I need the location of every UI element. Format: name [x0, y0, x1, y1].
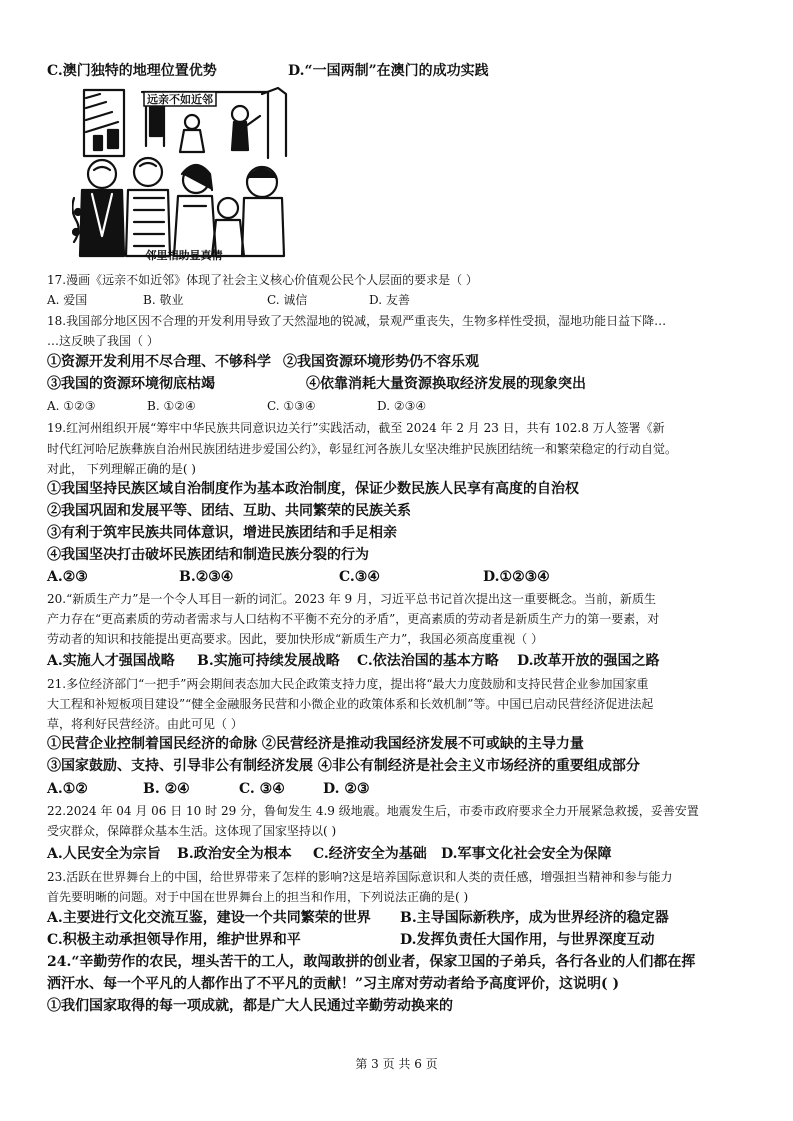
q21-stem-2: 大工程和补短板项目建设”“健全金融服务民营和小微企业的政策体系和长效机制”等。中国已启动民营经济促进法起 — [47, 697, 654, 711]
q18-options — [47, 398, 747, 414]
page-footer: 第 3 页 共 6 页 — [355, 1057, 438, 1071]
q18-option-d: D. ②③④ — [377, 399, 427, 413]
q21-stem-1: 21.多位经济部门“一把手”两会期间表态加大民企政策支持力度，提出将“最大力度鼓励和支持民营企业参加国家重 — [47, 677, 649, 691]
q20-option-b: B.实施可持续发展战略 — [197, 653, 340, 669]
q22-option-c: C.经济安全为基础 — [313, 846, 427, 862]
q18-stem-2: …这反映了我国（ ） — [47, 334, 159, 348]
q20-option-c: C.依法治国的基本方略 — [357, 653, 499, 669]
q18-statement-1: ①资源开发利用不尽合理、不够科学 — [47, 354, 271, 370]
cartoon-illustration — [72, 86, 296, 262]
q17-options — [47, 292, 747, 308]
q23-option-d: D.发挥负责任大国作用，与世界深度互动 — [400, 932, 655, 948]
q19-stem-3: 对此， 下列理解正确的是( ) — [47, 462, 196, 476]
q19-stem-1: 19.红河州组织开展“筹牢中华民族共同意识边关行”实践活动，截至 2024 年 2 月 23 日，共有 102.8 万人签署《新 — [47, 421, 665, 435]
q22-options — [47, 845, 747, 863]
q21-option-d: D. ②③ — [323, 781, 370, 797]
q23-option-b: B.主导国际新秩序，成为世界经济的稳定器 — [400, 910, 669, 926]
q21-stem-3: 草，将利好民营经济。由此可见（ ） — [47, 717, 243, 731]
q19-statement-4: ④我国坚决打击破坏民族团结和制造民族分裂的行为 — [47, 547, 369, 563]
q19-statement-3: ③有利于筑牢民族共同体意识，增进民族团结和手足相亲 — [47, 525, 397, 541]
q18-option-a: A. ①②③ — [47, 399, 96, 413]
q21-option-c: C. ③④ — [239, 781, 285, 797]
q17-option-b: B. 敬业 — [143, 293, 184, 307]
q22-stem-1: 22.2024 年 04 月 06 日 10 时 29 分，鲁甸发生 4.9 级地震。地震发生后，市委市政府要求全力开展紧急救援，妥善安置 — [47, 804, 699, 818]
q21-option-a: A.①② — [47, 781, 88, 797]
q20-stem-2: 产力存在“更高素质的劳动者需求与人口结构不平衡不充分的矛盾”，更高素质的劳动者是新质生产力的第一要素，对 — [47, 612, 660, 626]
q21-statements-3-4: ③国家鼓励、支持、引导非公有制经济发展 ④非公有制经济是社会主义市场经济的重要组成部分 — [47, 758, 640, 774]
q20-stem-3: 劳动者的知识和技能提出更高要求。因此，要加快形成“新质生产力”，我国必须高度重视（ ） — [47, 632, 544, 646]
q20-stem-1: 20.“新质生产力”是一个令人耳目一新的词汇。2023 年 9 月，习近平总书记首次提出这一重要概念。当前，新质生 — [47, 592, 656, 606]
q18-statement-3: ③我国的资源环境彻底枯竭 — [47, 376, 215, 392]
q20-options — [47, 652, 747, 670]
q22-option-a: A.人民安全为宗旨 — [47, 846, 161, 862]
q19-option-a: A.②③ — [47, 569, 88, 585]
q22-option-b: B.政治安全为根本 — [177, 846, 292, 862]
q23-stem-2: 首先要明晰的问题。对于中国在世界舞台上的担当和作用，下列说法正确的是( ) — [47, 890, 469, 904]
q17-option-a: A. 爱国 — [47, 293, 88, 307]
q19-stem-2: 时代红河哈尼族彝族自治州民族团结进步爱国公约》，彰显红河各族儿女坚决维护民族团结统一和繁荣稳定的行动自觉。 — [47, 442, 678, 456]
q19-option-d: D.①②③④ — [483, 569, 550, 585]
q20-option-a: A.实施人才强国战略 — [47, 653, 175, 669]
q21-option-b: B. ②④ — [143, 781, 190, 797]
q18-option-b: B. ①②④ — [147, 399, 196, 413]
q21-statements-1-2: ①民营企业控制着国民经济的命脉 ②民营经济是推动我国经济发展不可或缺的主导力量 — [47, 736, 584, 752]
q18-statement-4: ④依靠消耗大量资源换取经济发展的现象突出 — [306, 376, 586, 392]
q17-option-d: D. 友善 — [369, 293, 410, 307]
q24-statement-1: ①我们国家取得的每一项成就，都是广大人民通过辛勤劳动换来的 — [47, 998, 453, 1014]
q18-option-c: C. ①③④ — [267, 399, 316, 413]
q16-option-c: C.澳门独特的地理位置优势 — [47, 63, 217, 79]
q23-stem-1: 23.活跃在世界舞台上的中国，给世界带来了怎样的影响?这是培养国际意识和人类的责任感，增强担当精神和参与能力 — [47, 870, 673, 884]
q22-stem-2: 受灾群众，保障群众基本生活。这体现了国家坚持以( ) — [47, 824, 337, 838]
q23-option-a: A.主要进行文化交流互鉴，建设一个共同繁荣的世界 — [47, 910, 371, 926]
q24-stem-2: 洒汗水、每一个平凡的人都作出了不平凡的贡献！”习主席对劳动者给予高度评价，这说明( ) — [47, 976, 620, 992]
q18-stem-1: 18.我国部分地区因不合理的开发利用导致了天然湿地的锐减，景观严重丧失，生物多样性受损，湿地功能日益下降… — [47, 314, 667, 328]
q19-option-c: C.③④ — [339, 569, 380, 585]
q19-statement-1: ①我国坚持民族区域自治制度作为基本政治制度，保证少数民族人民享有高度的自治权 — [47, 481, 579, 497]
q17-stem: 17.漫画《远亲不如近邻》体现了社会主义核心价值观公民个人层面的要求是（ ） — [47, 273, 478, 287]
q17-option-c: C. 诚信 — [267, 293, 308, 307]
q23-option-c: C.积极主动承担领导作用，维护世界和平 — [47, 932, 301, 948]
q24-stem-1: 24.“辛勤劳作的农民，埋头苦干的工人，敢闯敢拼的创业者，保家卫国的子弟兵，各行各业的人们都在挥 — [47, 954, 696, 970]
q19-statement-2: ②我国巩固和发展平等、团结、互助、共同繁荣的民族关系 — [47, 503, 411, 519]
q16-option-d: D.“一国两制”在澳门的成功实践 — [288, 63, 489, 79]
q19-option-b: B.②③④ — [179, 569, 234, 585]
q18-statement-2: ②我国资源环境形势仍不容乐观 — [283, 354, 479, 370]
q19-options — [47, 568, 747, 586]
cartoon-banner: 远亲不如近邻 — [147, 93, 213, 106]
q22-option-d: D.军事文化社会安全为保障 — [441, 846, 612, 862]
cartoon-neighbors — [72, 86, 296, 262]
cartoon-caption: 邻里相助显真情 — [145, 249, 223, 262]
q21-options — [47, 780, 747, 798]
q20-option-d: D.改革开放的强国之路 — [517, 653, 660, 669]
